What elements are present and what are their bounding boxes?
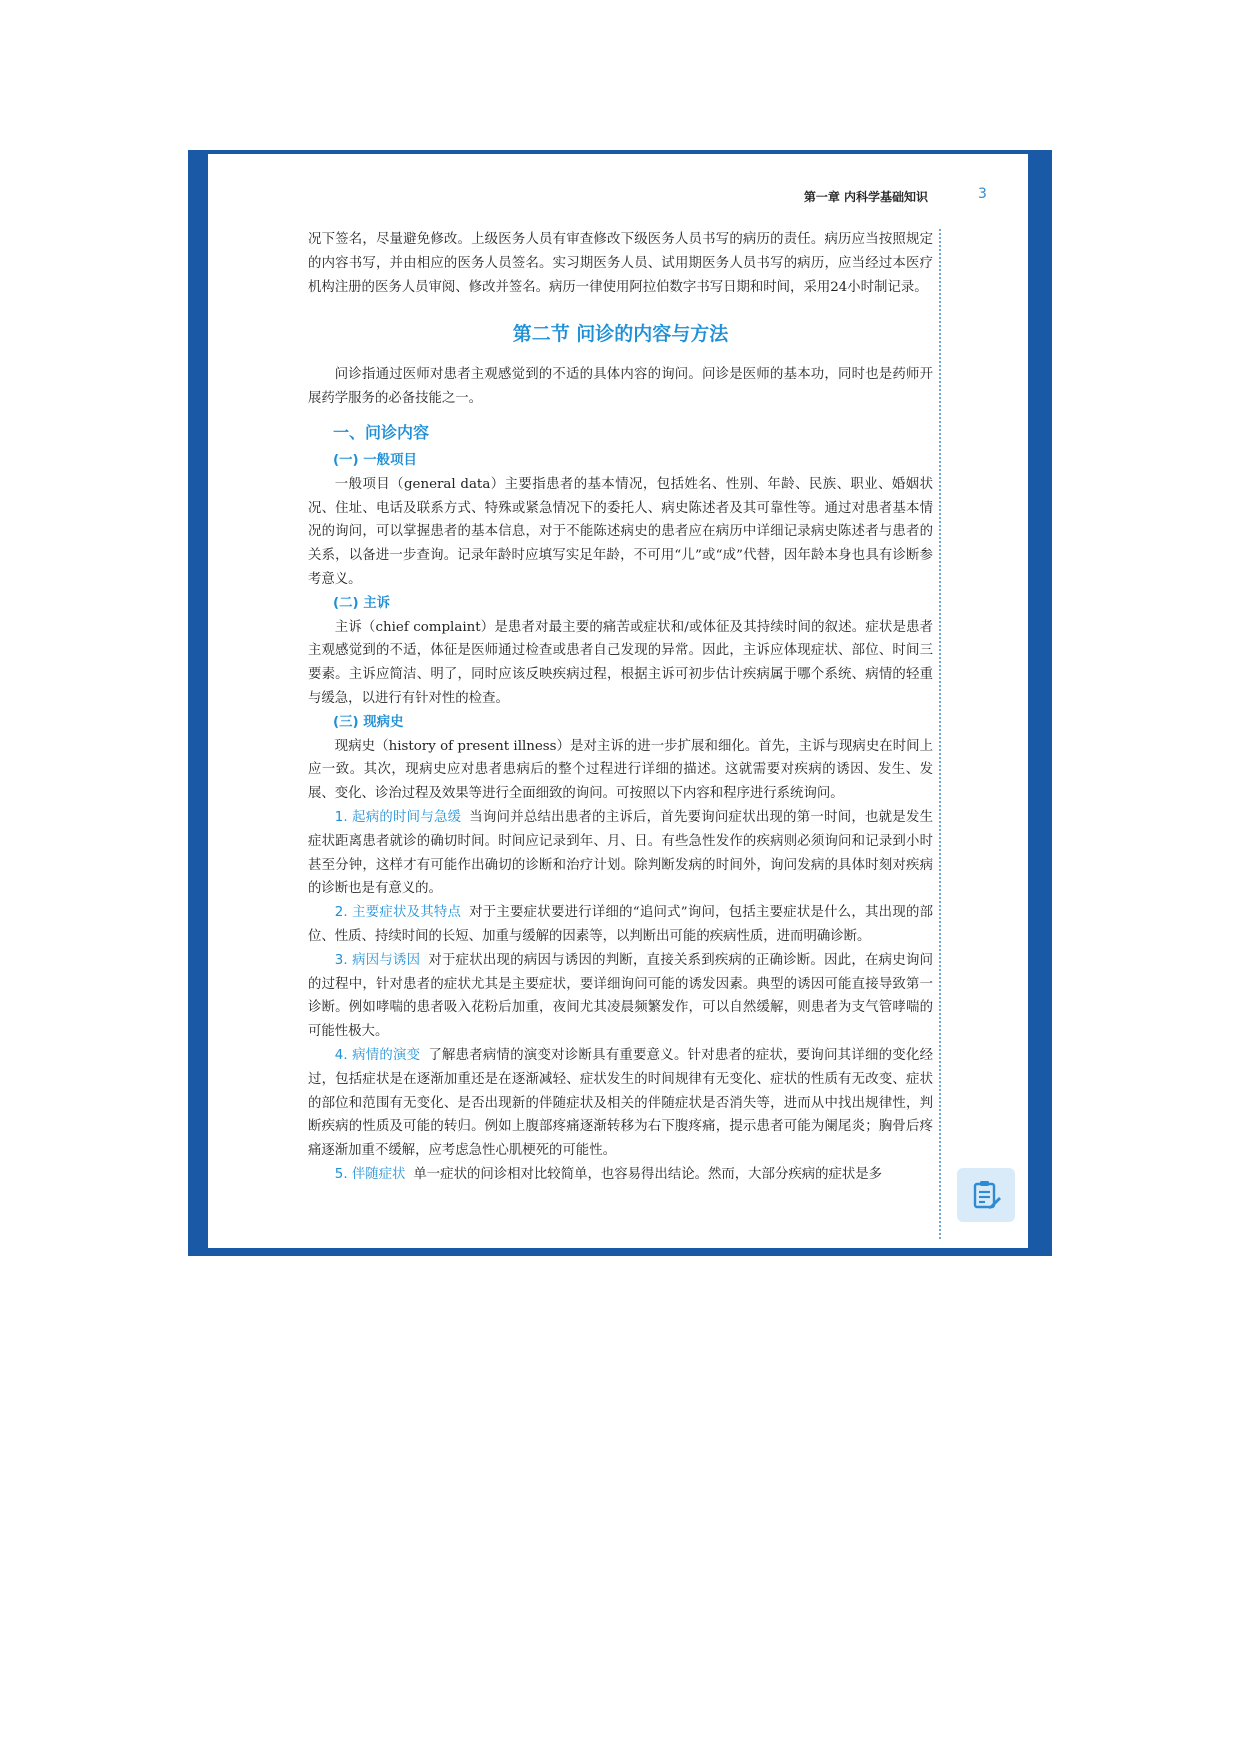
item-lead: 1. 起病的时间与急缓: [334, 809, 462, 825]
list-item: [308, 901, 933, 949]
list-item: [308, 806, 933, 901]
subheading-present-illness: (三) 现病史: [333, 714, 404, 730]
page-number: 3: [978, 186, 987, 202]
subheading-chief-complaint: (二) 主诉: [333, 595, 391, 611]
subheading-general-data: (一) 一般项目: [333, 452, 417, 468]
running-head: 第一章 内科学基础知识: [803, 190, 928, 204]
item-lead: 2. 主要症状及其特点: [334, 905, 462, 921]
page-content: [308, 228, 933, 1187]
section-title: 第二节 问诊的内容与方法: [512, 323, 729, 346]
item-lead: 4. 病情的演变: [334, 1047, 421, 1063]
section-intro: 问诊指通过医师对患者主观感觉到的不适的具体内容的询问。问诊是医师的基本功，同时也是药师开展药学服务的必备技能之一。: [308, 367, 933, 407]
notes-button[interactable]: [957, 1168, 1015, 1222]
paragraph-present-illness: 现病史（history of present illness）是对主诉的进一步扩展和细化。首先，主诉与现病史在时间上应一致。其次，现病史应对患者患病后的整个过程进行详细的描述。这就需要对疾病的诱因、发生、发展、变化、诊治过程及效果等进行全面细致的询问。可按照以下内容和程序进行系统询问。: [308, 738, 933, 802]
list-item: [308, 1163, 933, 1187]
item-lead: 5. 伴随症状: [334, 1166, 406, 1182]
book-page: [208, 154, 1028, 1248]
item-text: 单一症状的问诊相对比较简单，也容易得出结论。然而，大部分疾病的症状是多: [413, 1166, 883, 1182]
list-item: [308, 949, 933, 1044]
clipboard-note-icon: [970, 1179, 1002, 1211]
margin-dotted-rule: [939, 229, 941, 1239]
paragraph-general-data: 一般项目（general data）主要指患者的基本情况，包括姓名、性别、年龄、民族、职业、婚姻状况、住址、电话及联系方式、特殊或紧急情况下的委托人、病史陈述者及其可靠性等。通过对患者基本情况的询问，可以掌握患者的基本信息，对于不能陈述病史的患者应在病历中详细记录病史陈述者与患者的关系，以备进一步查询。记录年龄时应填写实足年龄，不可用“儿”或“成”代替，因年龄本身也具有诊断参考意义。: [308, 476, 933, 587]
item-text: 对于症状出现的病因与诱因的判断，直接关系到疾病的正确诊断。因此，在病史询问的过程中，针对患者的症状尤其是主要症状，要详细询问可能的诱发因素。典型的诱因可能直接导致第一诊断。例如哮喘的患者吸入花粉后加重，夜间尤其凌晨频繁发作，可以自然缓解，则患者为支气管哮喘的可能性极大。: [308, 952, 933, 1040]
paragraph-chief-complaint: 主诉（chief complaint）是患者对最主要的痛苦或症状和/或体征及其持续时间的叙述。症状是患者主观感觉到的不适，体征是医师通过检查或患者自己发现的异常。因此，主诉应体现症状、部位、时间三要素。主诉应简洁、明了，同时应该反映疾病过程，根据主诉可初步估计疾病属于哪个系统、病情的轻重与缓急，以进行有针对性的检查。: [308, 619, 933, 706]
intro-paragraph: 况下签名，尽量避免修改。上级医务人员有审查修改下级医务人员书写的病历的责任。病历应当按照规定的内容书写，并由相应的医务人员签名。实习期医务人员、试用期医务人员书写的病历，应当经过本医疗机构注册的医务人员审阅、修改并签名。病历一律使用阿拉伯数字书写日期和时间，采用24小时制记录。: [308, 232, 933, 295]
list-item: [308, 1044, 933, 1163]
item-text: 了解患者病情的演变对诊断具有重要意义。针对患者的症状，要询问其详细的变化经过，包括症状是在逐渐加重还是在逐渐减轻、症状发生的时间规律有无变化、症状的性质有无改变、症状的部位和范围有无变化、是否出现新的伴随症状及相关的伴随症状是否消失等，进而从中找出规律性，判断疾病的性质及可能的转归。例如上腹部疼痛逐渐转移为右下腹疼痛，提示患者可能为阑尾炎；胸骨后疼痛逐渐加重不缓解，应考虑急性心肌梗死的可能性。: [308, 1047, 933, 1159]
heading-level1: 一、问诊内容: [333, 422, 430, 442]
item-lead: 3. 病因与诱因: [334, 952, 421, 968]
item-text: 当询问并总结出患者的主诉后，首先要询问症状出现的第一时间，也就是发生症状距离患者就诊的确切时间。时间应记录到年、月、日。有些急性发作的疾病则必须询问和记录到小时甚至分钟，这样才有可能作出确切的诊断和治疗计划。除判断发病的时间外，询问发病的具体时刻对疾病的诊断也是有意义的。: [308, 809, 933, 897]
item-text: 对于主要症状要进行详细的“追问式”询问，包括主要症状是什么，其出现的部位、性质、持续时间的长短、加重与缓解的因素等，以判断出可能的疾病性质，进而明确诊断。: [308, 905, 933, 944]
